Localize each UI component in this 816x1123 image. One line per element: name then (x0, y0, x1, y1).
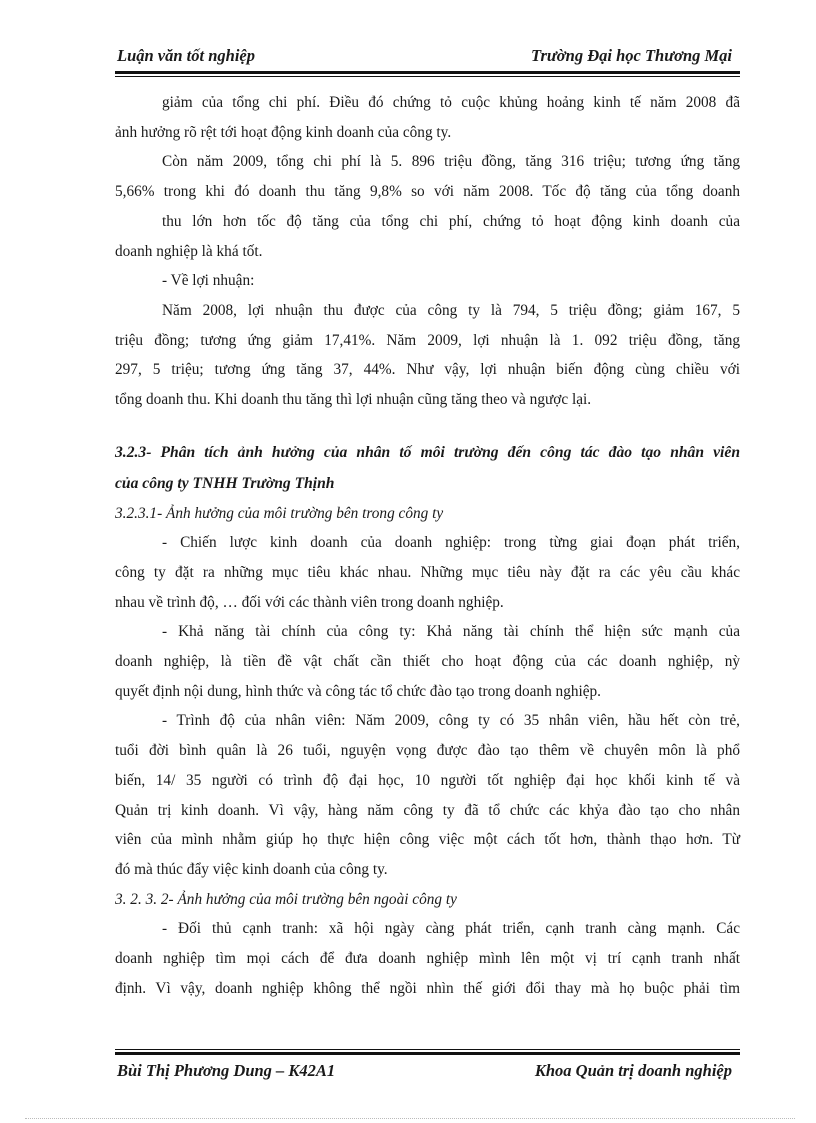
paragraph-profit (115, 296, 740, 415)
text-line: 5,66% trong khi đó doanh thu tăng 9,8% so với năm 2008. Tốc độ tăng của tổng doanh (115, 183, 740, 201)
page-header (115, 46, 740, 72)
text-line: - Trình độ của nhân viên: Năm 2009, công ty có 35 nhân viên, hầu hết còn trẻ, (162, 712, 740, 730)
text-line: Năm 2008, lợi nhuận thu được của công ty là 794, 5 triệu đồng; giảm 167, 5 (162, 301, 740, 319)
text-line: - Về lợi nhuận: (162, 272, 255, 290)
document-body (115, 88, 740, 1003)
text-line: doanh nghiệp tìm mọi cách để đưa doanh nghiệp mình lên một vị trí cạnh tranh nhất (115, 949, 740, 967)
footer-rule-thick (115, 1052, 740, 1055)
text-line: Còn năm 2009, tổng chi phí là 5. 896 triệu đồng, tăng 316 triệu; tương ứng tăng (162, 153, 740, 171)
header-thesis-label: Luận văn tốt nghiệp (117, 46, 255, 65)
text-line: biến, 14/ 35 người có trình độ đại học, 10 người tốt nghiệp đại học khối kinh tế và (115, 771, 740, 789)
text-line: triệu đồng; tương ứng giảm 17,41%. Năm 2009, lợi nhuận là 1. 092 triệu đồng, tăng (115, 331, 740, 349)
footer-rule-thin (115, 1049, 740, 1050)
text-line: quyết định nội dung, hình thức và công tác tổ chức đào tạo trong doanh nghiệp. (115, 682, 602, 700)
text-line: Quản trị kinh doanh. Vì vậy, hàng năm công ty đã tổ chức các khỷa đào tạo cho nhân (115, 801, 740, 819)
text-line: giảm của tổng chi phí. Điều đó chứng tỏ cuộc khủng hoảng kinh tế năm 2008 đã (162, 94, 740, 111)
header-rule-thin (115, 76, 740, 77)
heading-line: của công ty TNHH Trường Thịnh (115, 474, 335, 492)
text-line: đó mà thúc đẩy việc kinh doanh của công ty. (115, 860, 388, 878)
text-line: công ty đặt ra những mục tiêu khác nhau. Những mục tiêu này đặt ra các yêu cầu khác (115, 563, 740, 581)
text-line: nhau về trình độ, … đối với các thành viên trong doanh nghiệp. (115, 593, 504, 611)
text-line: - Đối thủ cạnh tranh: xã hội ngày càng phát triển, cạnh tranh càng mạnh. Các (162, 920, 740, 938)
subsection-heading-3-2-3-1: 3.2.3.1- Ảnh hưởng của môi trường bên trong công ty (115, 504, 444, 522)
text-line: doanh nghiệp, là tiền đề vật chất cần thiết cho hoạt động của các doanh nghiệp, nỳ (115, 653, 740, 671)
text-line: thu lớn hơn tốc độ tăng của tổng chi phí, chứng tỏ hoạt động kinh doanh của (162, 212, 740, 230)
text-line: ảnh hưởng rõ rệt tới hoạt động kinh doanh của công ty. (115, 123, 452, 141)
paragraph-profit-heading (115, 266, 740, 296)
section-gap (115, 415, 740, 437)
section-heading-3-2-3 (115, 437, 740, 499)
text-line: - Khả năng tài chính của công ty: Khả năng tài chính thể hiện sức mạnh của (162, 623, 740, 641)
text-line: tổng doanh thu. Khi doanh thu tăng thì lợi nhuận cũng tăng theo và ngược lại. (115, 391, 592, 409)
text-line: 297, 5 triệu; tương ứng tăng 37, 44%. Như vậy, lợi nhuận biến động cùng chiều với (115, 361, 740, 379)
header-rule-thick (115, 71, 740, 74)
footer-author-label: Bùi Thị Phương Dung – K42A1 (117, 1061, 336, 1080)
paragraph-cost-2009 (115, 147, 740, 266)
paragraph-cost-decrease (115, 88, 740, 147)
text-line: định. Vì vậy, doanh nghiệp không thể ngồi nhìn thế giới đổi thay mà họ buộc phải tìm (115, 979, 740, 997)
page-edge-divider (25, 1118, 795, 1119)
page-footer (115, 1057, 740, 1083)
text-line: doanh nghiệp là khá tốt. (115, 242, 263, 260)
paragraph-finance (115, 617, 740, 706)
header-university-label: Trường Đại học Thương Mại (531, 46, 732, 65)
heading-line: 3.2.3- Phân tích ảnh hưởng của nhân tố môi trường đến công tác đào tạo nhân viên (115, 443, 740, 461)
paragraph-staff-level (115, 706, 740, 884)
paragraph-strategy (115, 528, 740, 617)
footer-faculty-label: Khoa Quản trị doanh nghiệp (534, 1061, 732, 1080)
text-line: tuổi đời bình quân là 26 tuổi, nguyện vọng được đào tạo thêm về chuyên môn là phổ (115, 742, 740, 760)
subsection-heading-3-2-3-2: 3. 2. 3. 2- Ảnh hưởng của môi trường bên ngoài công ty (115, 890, 457, 908)
paragraph-competitors (115, 914, 740, 1003)
text-line: - Chiến lược kinh doanh của doanh nghiệp: trong từng giai đoạn phát triển, (162, 534, 740, 552)
text-line: viên của mình nhằm giúp họ thực hiện công việc một cách tốt hơn, thành thạo hơn. Từ (115, 831, 740, 849)
